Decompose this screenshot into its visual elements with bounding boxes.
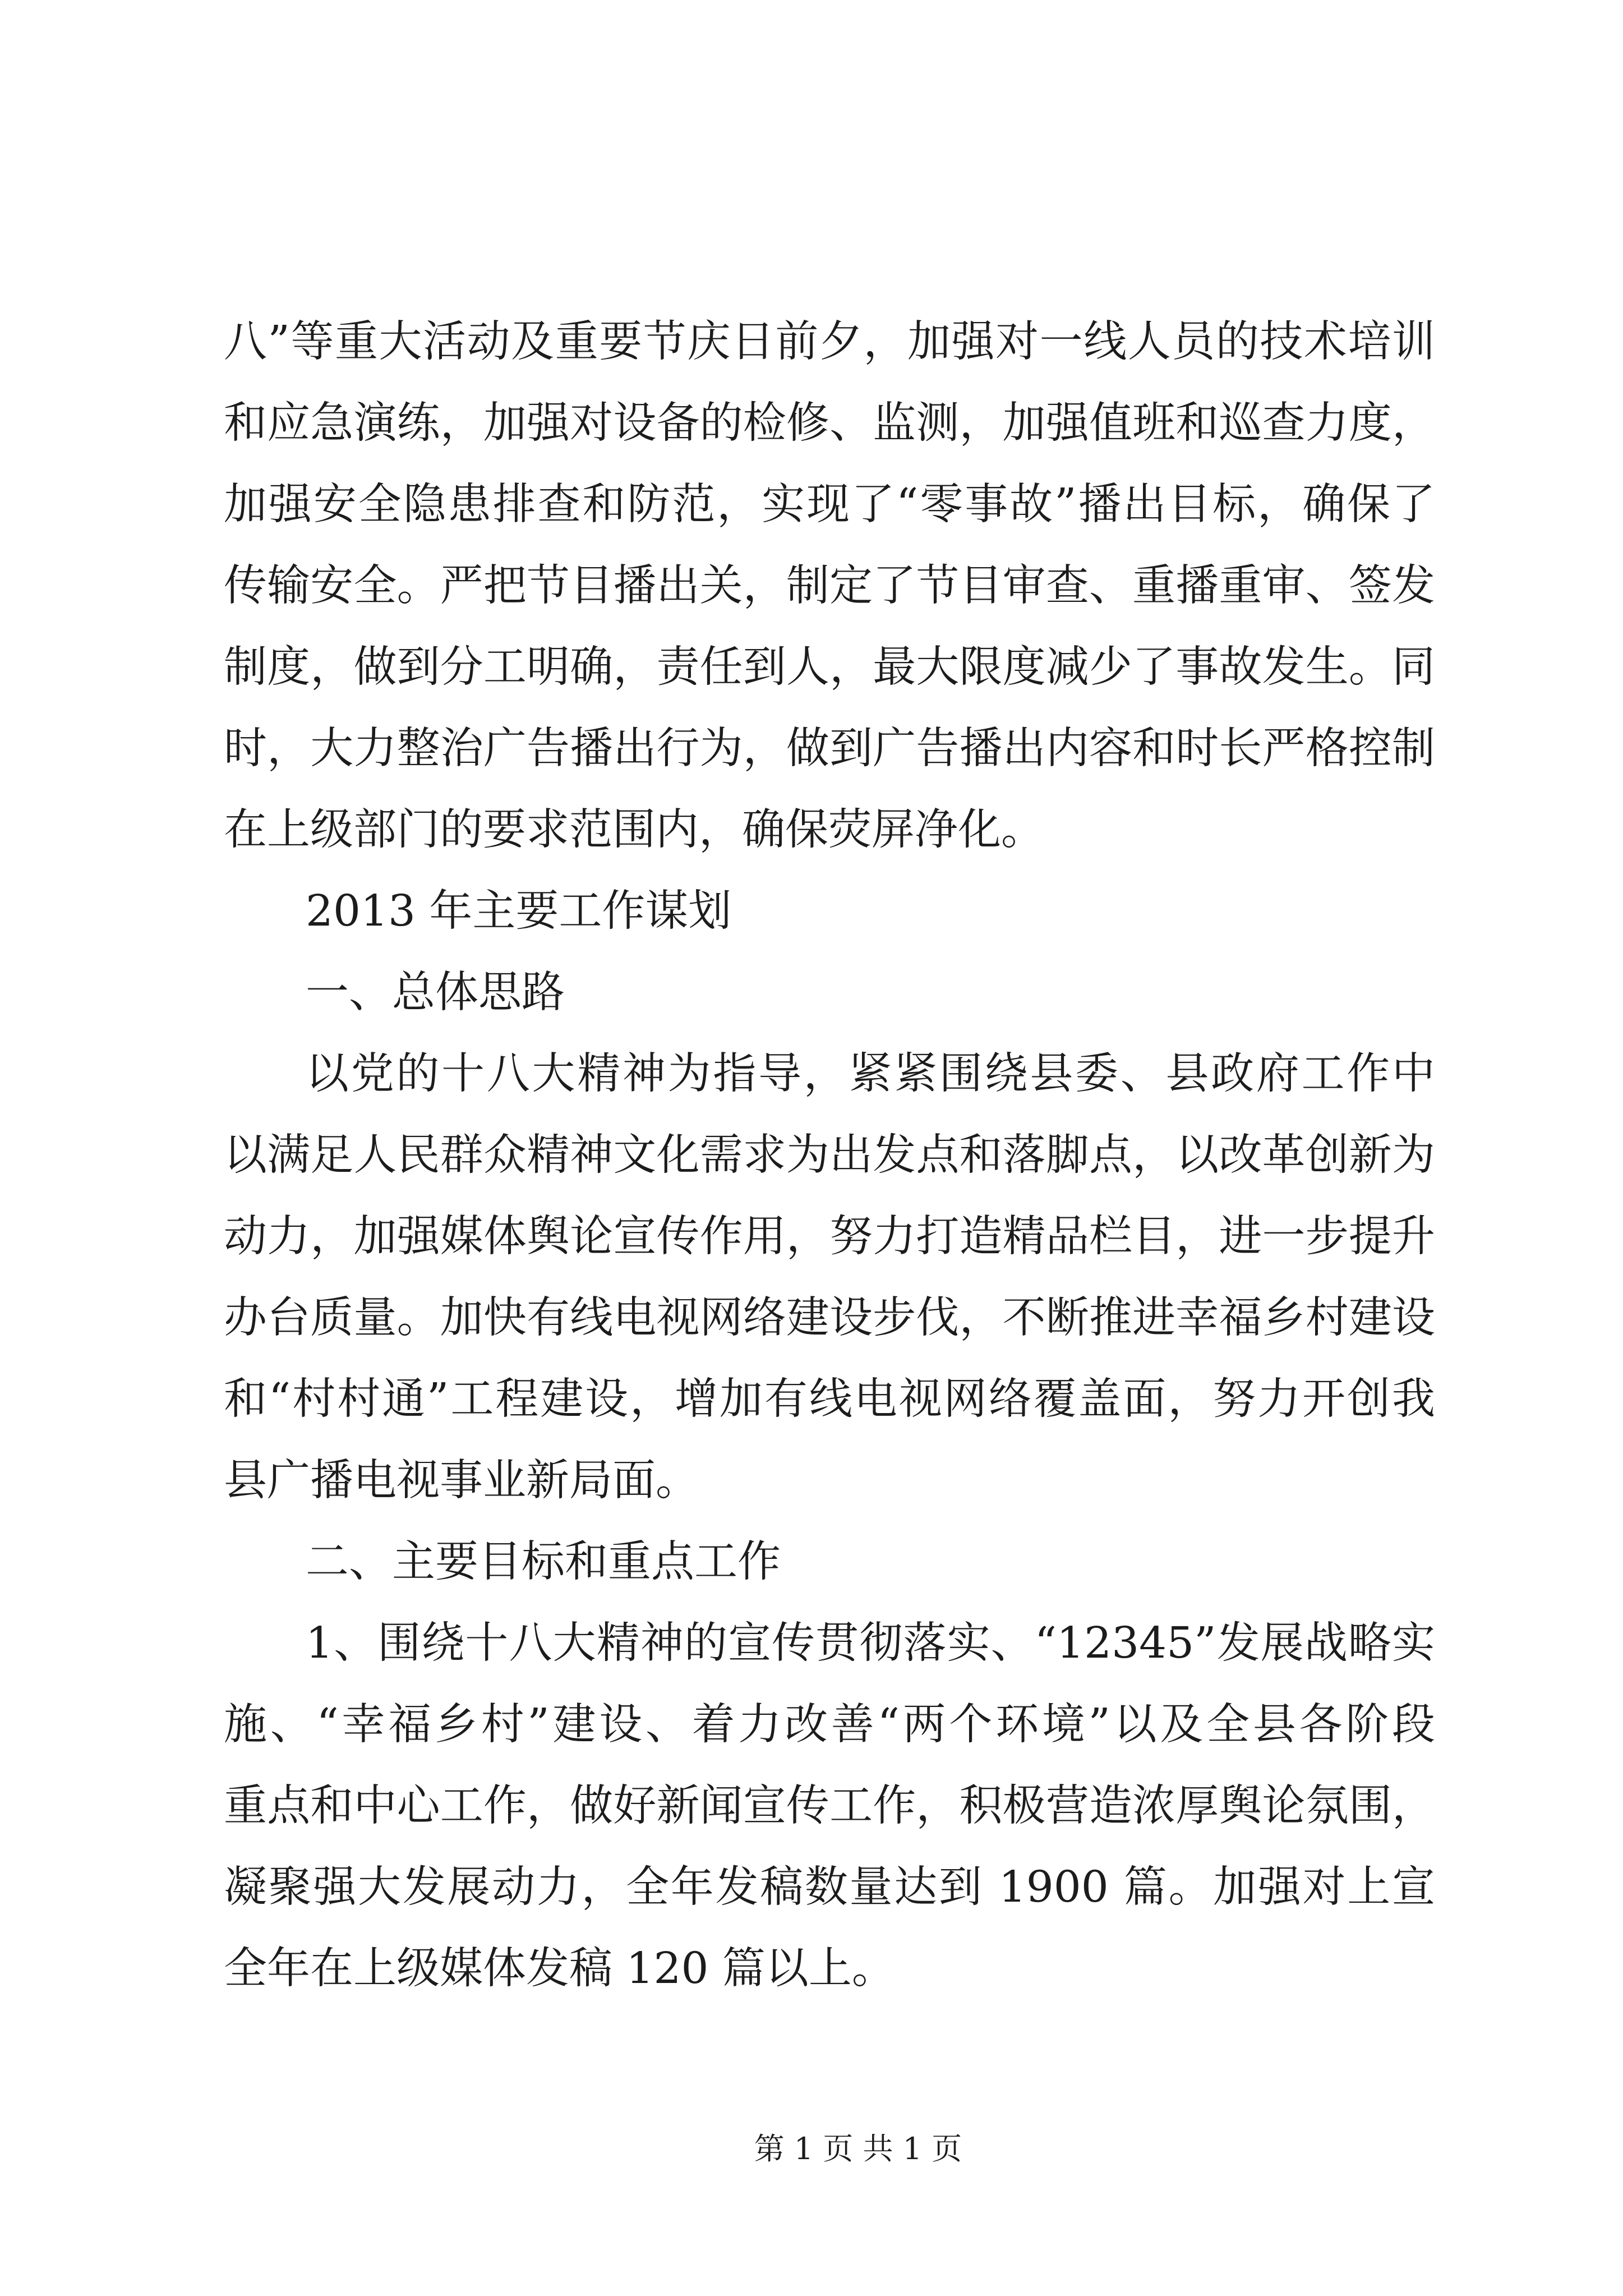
heading-text-line: 一、总体思路 (306, 968, 565, 1018)
paragraph-broadcast-safety (224, 301, 1435, 871)
body-text-line: 凝聚强大发展动力，全年发稿数量达到 1900 篇。加强对上宣 (224, 1862, 1435, 1912)
body-text-line: 在上级部门的要求范围内，确保荧屏净化。 (224, 805, 1044, 855)
body-text-line: 施、“幸福乡村”建设、着力改善“两个环境”以及全县各阶段 (224, 1700, 1435, 1750)
body-text-line: 重点和中心工作，做好新闻宣传工作，积极营造浓厚舆论氛围， (224, 1781, 1435, 1831)
body-text-line: 以满足人民群众精神文化需求为出发点和落脚点，以改革创新为 (224, 1130, 1435, 1180)
paragraph-overall-approach (224, 1033, 1435, 1521)
body-text-line: 时，大力整治广告播出行为，做到广告播出内容和时长严格控制 (224, 724, 1435, 774)
body-text-line: 传输安全。严把节目播出关，制定了节目审查、重播重审、签发 (224, 561, 1435, 611)
body-text-line: 和应急演练，加强对设备的检修、监测，加强值班和巡查力度， (224, 398, 1435, 448)
body-text-line: 加强安全隐患排查和防范，实现了“零事故”播出目标，确保了 (224, 480, 1435, 530)
heading-text-line: 2013 年主要工作谋划 (306, 886, 732, 936)
section-heading-overall-approach (224, 952, 1435, 1033)
page-footer-number: 第 1 页 共 1 页 (754, 2131, 962, 2166)
body-text-line: 和“村村通”工程建设，增加有线电视网络覆盖面，努力开创我 (224, 1374, 1435, 1424)
section-heading-goals (224, 1521, 1435, 1603)
body-text-line: 全年在上级媒体发稿 120 篇以上。 (224, 1944, 895, 1994)
body-text-line: 1、围绕十八大精神的宣传贯彻落实、“12345”发展战略实 (306, 1618, 1435, 1668)
body-text-line: 八”等重大活动及重要节庆日前夕，加强对一线人员的技术培训 (224, 317, 1435, 367)
heading-text-line: 二、主要目标和重点工作 (306, 1537, 781, 1587)
section-heading-plan (224, 871, 1435, 952)
body-text-line: 办台质量。加快有线电视网络建设步伐，不断推进幸福乡村建设 (224, 1293, 1435, 1343)
document-body (224, 301, 1435, 2009)
body-text-line: 以党的十八大精神为指导，紧紧围绕县委、县政府工作中 (306, 1049, 1435, 1099)
paragraph-goal-1 (224, 1603, 1435, 2009)
body-text-line: 动力，加强媒体舆论宣传作用，努力打造精品栏目，进一步提升 (224, 1212, 1435, 1262)
body-text-line: 县广播电视事业新局面。 (224, 1456, 699, 1506)
body-text-line: 制度，做到分工明确，责任到人，最大限度减少了事故发生。同 (224, 642, 1435, 692)
